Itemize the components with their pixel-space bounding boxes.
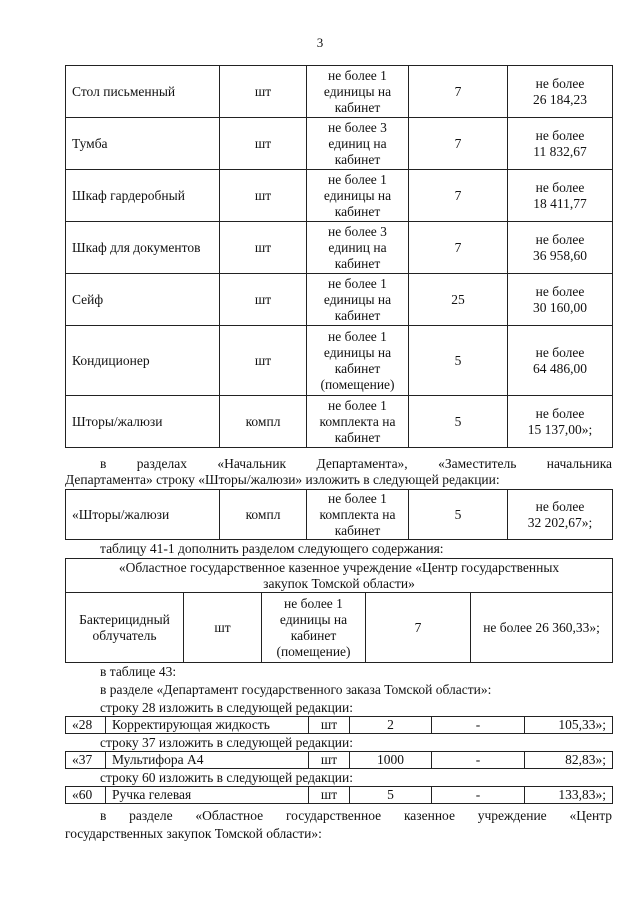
- item-unit: компл: [220, 396, 307, 448]
- row-number: «37: [66, 752, 106, 769]
- table-row: [66, 118, 613, 170]
- item-name: Кондиционер: [66, 326, 220, 396]
- table-row: [66, 593, 613, 663]
- item-unit: шт: [309, 717, 350, 734]
- item-name: Шторы/жалюзи: [66, 396, 220, 448]
- word: Департамента»,: [316, 456, 408, 471]
- item-unit: шт: [220, 222, 307, 274]
- table-row: [66, 222, 613, 274]
- table-row: [66, 717, 613, 734]
- word: начальника: [546, 456, 613, 471]
- item-qty: 7: [409, 170, 508, 222]
- item-norm: не более 3 единиц на кабинет: [307, 118, 409, 170]
- item-dash: -: [432, 787, 525, 804]
- item-price: 133,83»;: [525, 787, 613, 804]
- section-header: «Областное государственное казенное учреждение «Центр государственных закупок Томской области»: [66, 559, 613, 593]
- item-price: не более 26 360,33»;: [471, 593, 613, 663]
- item-unit: шт: [184, 593, 262, 663]
- word: «Областное: [195, 808, 264, 823]
- item-name: Шкаф для документов: [66, 222, 220, 274]
- word: «Центр: [569, 808, 613, 823]
- item-norm: не более 1 единицы на кабинет (помещение): [307, 326, 409, 396]
- paragraph-table-43: в таблице 43:: [100, 664, 177, 679]
- item-price: не более 36 958,60: [508, 222, 613, 274]
- item-name: Мультифора А4: [106, 752, 309, 769]
- item-name: Стол письменный: [66, 66, 220, 118]
- item-name: «Шторы/жалюзи: [66, 490, 220, 540]
- item-price: не более 15 137,00»;: [508, 396, 613, 448]
- word: в: [100, 808, 107, 823]
- item-qty: 7: [366, 593, 471, 663]
- word: «Заместитель: [438, 456, 517, 471]
- word: «Начальник: [217, 456, 287, 471]
- item-name: Тумба: [66, 118, 220, 170]
- main-table: [65, 65, 613, 448]
- item-norm: не более 1 единицы на кабинет (помещение): [262, 593, 366, 663]
- table-row: [66, 787, 613, 804]
- item-norm: не более 1 комплекта на кабинет: [307, 490, 409, 540]
- word: в: [100, 456, 107, 471]
- item-qty: 5: [409, 396, 508, 448]
- item-name: Бактерицидный облучатель: [66, 593, 184, 663]
- item-qty: 5: [350, 787, 432, 804]
- item-price: 105,33»;: [525, 717, 613, 734]
- item-unit: шт: [220, 118, 307, 170]
- item-unit: шт: [220, 274, 307, 326]
- blinds-table: [65, 489, 613, 540]
- page-number: 3: [316, 35, 324, 50]
- item-price: не более 32 202,67»;: [508, 490, 613, 540]
- item-price: не более 18 411,77: [508, 170, 613, 222]
- item-qty: 7: [409, 222, 508, 274]
- word: разделах: [136, 456, 187, 471]
- paragraph-ogku-section-line2: государственных закупок Томской области»:: [65, 826, 322, 841]
- item-norm: не более 1 комплекта на кабинет: [307, 396, 409, 448]
- item-norm: не более 3 единиц на кабинет: [307, 222, 409, 274]
- item-qty: 7: [409, 118, 508, 170]
- item-norm: не более 1 единицы на кабинет: [307, 274, 409, 326]
- paragraph-row-37: строку 37 изложить в следующей редакции:: [100, 735, 354, 750]
- item-price: не более 11 832,67: [508, 118, 613, 170]
- paragraph-table-41-1: таблицу 41-1 дополнить разделом следующего содержания:: [100, 541, 444, 556]
- item-qty: 5: [409, 326, 508, 396]
- table-row: [66, 66, 613, 118]
- paragraph-row-28: строку 28 изложить в следующей редакции:: [100, 700, 354, 715]
- item-qty: 7: [409, 66, 508, 118]
- item-name: Ручка гелевая: [106, 787, 309, 804]
- item-dash: -: [432, 717, 525, 734]
- item-unit: шт: [309, 752, 350, 769]
- item-unit: компл: [220, 490, 307, 540]
- row-number: «28: [66, 717, 106, 734]
- item-norm: не более 1 единицы на кабинет: [307, 170, 409, 222]
- table-row: [66, 752, 613, 769]
- irradiator-table: [65, 558, 613, 663]
- item-qty: 5: [409, 490, 508, 540]
- item-unit: шт: [309, 787, 350, 804]
- row-37-table: [65, 751, 613, 769]
- table-row: [66, 170, 613, 222]
- item-price: не более 30 160,00: [508, 274, 613, 326]
- word: разделе: [129, 808, 173, 823]
- item-name: Сейф: [66, 274, 220, 326]
- word: учреждение: [477, 808, 547, 823]
- table-row: [66, 396, 613, 448]
- row-28-table: [65, 716, 613, 734]
- table-row: [66, 274, 613, 326]
- table-row: [66, 490, 613, 540]
- item-price: не более 64 486,00: [508, 326, 613, 396]
- paragraph-sections-chiefs-line2: Департамента» строку «Шторы/жалюзи» изложить в следующей редакции:: [65, 472, 500, 487]
- item-unit: шт: [220, 66, 307, 118]
- item-unit: шт: [220, 326, 307, 396]
- item-name: Корректирующая жидкость: [106, 717, 309, 734]
- table-row: [66, 326, 613, 396]
- row-60-table: [65, 786, 613, 804]
- item-qty: 2: [350, 717, 432, 734]
- item-norm: не более 1 единицы на кабинет: [307, 66, 409, 118]
- item-qty: 1000: [350, 752, 432, 769]
- word: казенное: [403, 808, 455, 823]
- paragraph-ogku-section: [100, 808, 612, 824]
- item-qty: 25: [409, 274, 508, 326]
- item-price: не более 26 184,23: [508, 66, 613, 118]
- paragraph-dept-state-order: в разделе «Департамент государственного заказа Томской области»:: [100, 682, 492, 697]
- table-header-row: [66, 559, 613, 593]
- item-name: Шкаф гардеробный: [66, 170, 220, 222]
- item-price: 82,83»;: [525, 752, 613, 769]
- item-unit: шт: [220, 170, 307, 222]
- word: государственное: [285, 808, 382, 823]
- row-number: «60: [66, 787, 106, 804]
- paragraph-sections-chiefs: [100, 456, 612, 472]
- paragraph-row-60: строку 60 изложить в следующей редакции:: [100, 770, 354, 785]
- item-dash: -: [432, 752, 525, 769]
